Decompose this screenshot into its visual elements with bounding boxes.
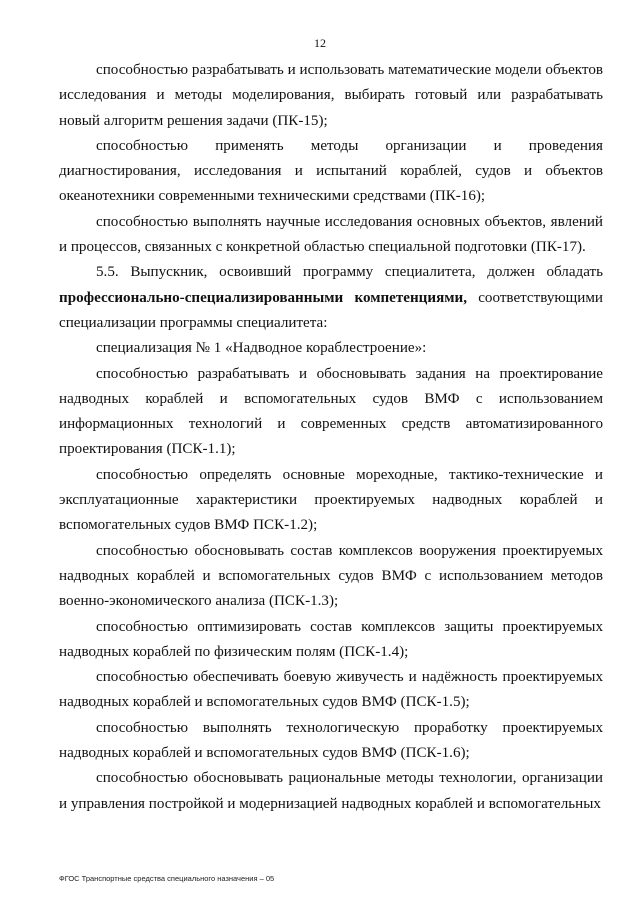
page-number: 12: [314, 36, 326, 50]
footer-note: ФГОС Транспортные средства специального назначения – 05: [59, 874, 275, 883]
paragraph-psk-1-3: способностью обосновывать состав комплексов вооружения проектируемых надводных кораблей и вспомогательных судов ВМФ с использованием методов военно-экономического анализа (ПСК-1.3);: [59, 542, 603, 610]
paragraph-psk-1-1: способностью разрабатывать и обосновывать задания на проектирование надводных кораблей и вспомогательных судов ВМФ с использованием информационных технологий и современных средств автоматизированного проектирования (ПСК-1.1);: [59, 365, 603, 458]
paragraph-pk15: способностью разрабатывать и использовать математические модели объектов исследования и методы моделирования, выбирать готовый или разрабатывать новый алгоритм решения задачи (ПК-15);: [59, 62, 603, 129]
paragraph-5-5-tail: соответствующими специализации программы специалитета:: [59, 289, 603, 331]
document-body: [59, 58, 603, 817]
paragraph-psk-1-2: способностью определять основные мореходные, тактико-технические и эксплуатационные характеристики проектируемых надводных кораблей и вспомогательных судов ВМФ ПСК-1.2);: [59, 466, 603, 534]
paragraph-psk-1-5: способностью обеспечивать боевую живучесть и надёжность проектируемых надводных кораблей и вспомогательных судов ВМФ (ПСК-1.5);: [59, 669, 603, 711]
paragraph-5-5-lead: 5.5. Выпускник, освоивший программу специалитета, должен обладать: [96, 264, 603, 281]
paragraph-specialization: специализация № 1 «Надводное кораблестроение»:: [96, 340, 427, 357]
paragraph-psk-1-7-partial: способностью обосновывать рациональные методы технологии, организации и управления постройкой и модернизацией надводных кораблей и вспомогательных: [59, 770, 603, 812]
paragraph-pk16: способностью применять методы организации и проведения диагностирования, исследования и испытаний кораблей, судов и объектов океанотехники современными техническими средствами (ПК-16);: [59, 137, 603, 205]
paragraph-psk-1-4: способностью оптимизировать состав комплексов защиты проектируемых надводных кораблей по физическим полям (ПСК-1.4);: [59, 618, 603, 660]
paragraph-psk-1-6: способностью выполнять технологическую проработку проектируемых надводных кораблей и вспомогательных судов ВМФ (ПСК-1.6);: [59, 719, 603, 762]
paragraph-5-5: [59, 260, 603, 336]
paragraph-pk17: способностью выполнять научные исследования основных объектов, явлений и процессов, связанных с конкретной областью специальной подготовки (ПК-17).: [59, 213, 603, 256]
bold-term: профессионально-специализированными компетенциями,: [59, 289, 467, 306]
